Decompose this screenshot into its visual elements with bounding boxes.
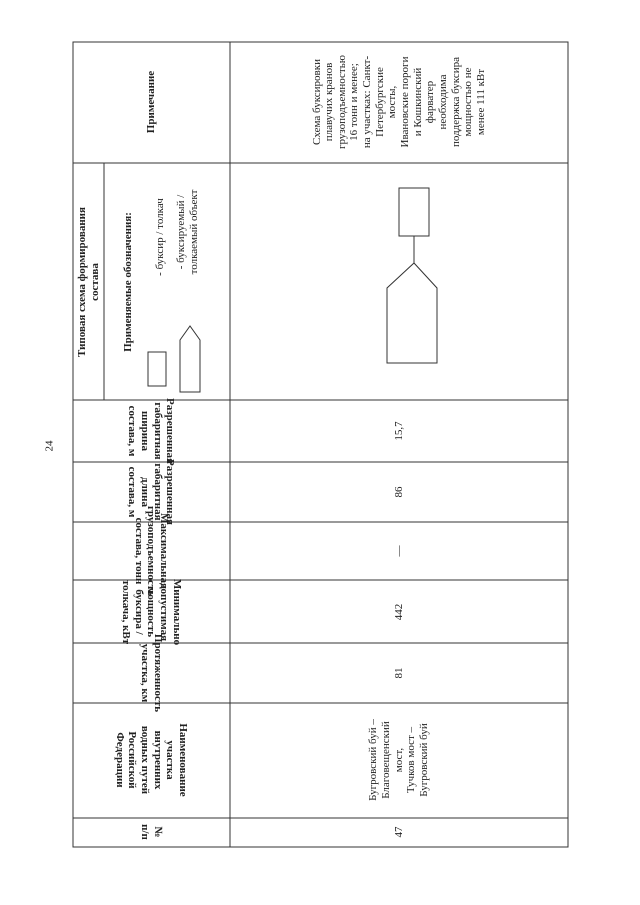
header-note: Примечание [144,70,157,134]
header-num: № п/п [139,824,164,840]
legend-tug-label: - буксир / толкач [153,198,166,276]
row-section-name: Бугровский буй – Благовещенский мост, Тучков мост – Бугровский буй [367,719,430,801]
header-max-capacity: Максимальная грузоподъемность состава, тонн [132,505,170,597]
row-max-capacity: — [392,545,405,557]
header-allowed-width: Разрешенная габаритная ширина состава, м [126,398,177,464]
scheme-tug [399,188,429,236]
header-scheme: Типовая схема формирования состава [76,207,101,357]
row-length: 81 [392,667,405,679]
row-allowed-width: 15,7 [392,421,405,441]
header-length: Протяженность участка, км [139,633,164,713]
page-number: 24 [43,440,56,452]
header-section-name: Наименование участка внутренних водных путей Российской Федерации [113,723,189,797]
row-allowed-length: 86 [392,486,405,498]
header-allowed-length: Разрешенная габаритная длина состава, м [126,459,177,525]
header-min-power: Минимально допустимая мощность буксира / толкача, кВт [120,578,183,646]
legend-towed-label: - буксируемый / толкаемый объект [175,189,200,275]
row-note: Схема буксировки плавучих кранов грузоподъемностью 16 тонн и менее; на участках: Санкт- Петербургские мосты, Ивановские пороги и Кошкинский фарватер необходима поддержка буксира мощностью не менее 111 кВт [310,55,487,149]
scheme-towed-object [387,263,437,363]
row-num: 47 [392,826,405,838]
legend-title: Применяемые обозначения: [121,212,134,352]
row-min-power: 442 [392,603,405,621]
